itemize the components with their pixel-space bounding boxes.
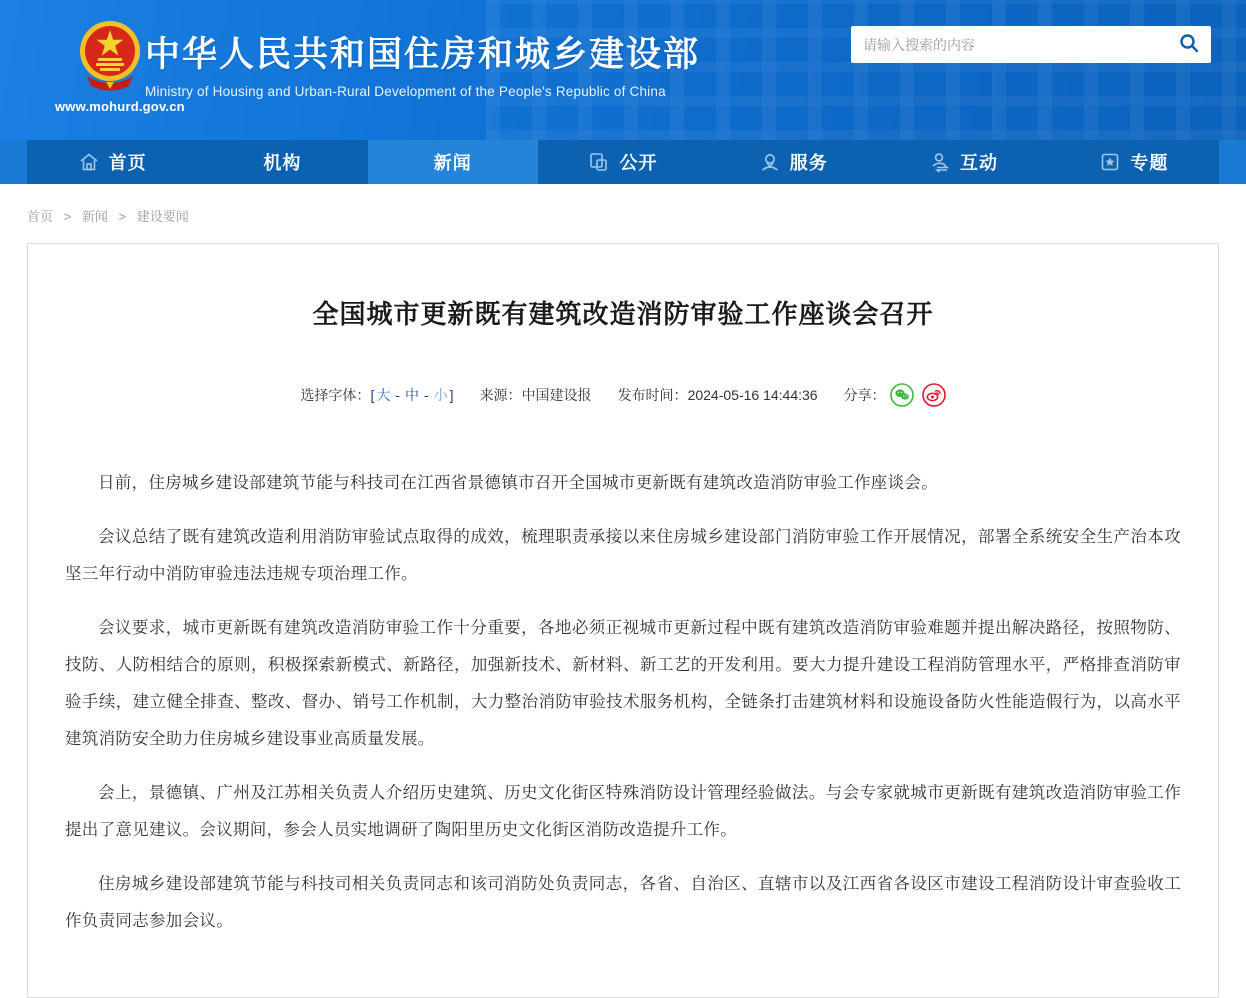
wechat-icon[interactable] bbox=[890, 383, 914, 407]
nav-item-services[interactable] bbox=[708, 140, 878, 184]
service-person-icon bbox=[759, 151, 781, 173]
breadcrumb-news-link[interactable]: 新闻 bbox=[81, 209, 108, 224]
site-header bbox=[0, 0, 1246, 140]
article-source bbox=[480, 385, 592, 405]
article-body bbox=[65, 465, 1181, 940]
paragraph: 会议要求，城市更新既有建筑改造消防审验工作十分重要，各地必须正视城市更新过程中既有建筑改造消防审验难题并提出解决路径，按照物防、技防、人防相结合的原则，积极探索新模式、新路径，加强新技术、新材料、新工艺的开发利用。要大力提升建设工程消防管理水平，严格排查消防审验手续，建立健全排查、整改、督办、销号工作机制，大力整治消防审验技术服务机构，全链条打击建筑材料和设施设备防火性能造假行为，以高水平建筑消防安全助力住房城乡建设事业高质量发展。 bbox=[65, 619, 1181, 748]
weibo-icon[interactable] bbox=[922, 383, 946, 407]
paragraph: 住房城乡建设部建筑节能与科技司相关负责同志和该司消防处负责同志，各省、自治区、直辖市以及江西省各设区市建设工程消防设计审查验收工作负责同志参加会议。 bbox=[65, 875, 1181, 930]
paragraph: 会上，景德镇、广州及江苏相关负责人介绍历史建筑、历史文化街区特殊消防设计管理经验做法。与会专家就城市更新既有建筑改造消防审验工作提出了意见建议。会议期间，参会人员实地调研了陶阳里历史文化街区消防改造提升工作。 bbox=[65, 784, 1181, 839]
nav-item-news[interactable] bbox=[368, 140, 538, 184]
nav-label-news: 新闻 bbox=[433, 153, 472, 173]
bracket-open: [ bbox=[370, 387, 375, 403]
dash: - bbox=[424, 387, 429, 403]
font-size-large-link[interactable]: 大 bbox=[376, 387, 391, 403]
search-box bbox=[851, 26, 1211, 63]
documents-icon bbox=[588, 151, 610, 173]
search-input[interactable] bbox=[863, 37, 1179, 53]
interaction-person-icon bbox=[929, 151, 951, 173]
site-subtitle-en: Ministry of Housing and Urban-Rural Development of the People's Republic of China bbox=[145, 83, 666, 99]
article-meta bbox=[65, 383, 1181, 407]
dash: - bbox=[395, 387, 400, 403]
nav-item-orgs[interactable] bbox=[197, 140, 367, 184]
breadcrumb-separator: > bbox=[118, 209, 127, 224]
nav-label-public: 公开 bbox=[619, 153, 658, 173]
breadcrumb-current[interactable]: 建设要闻 bbox=[136, 209, 189, 224]
article-title: 全国城市更新既有建筑改造消防审验工作座谈会召开 bbox=[312, 299, 934, 329]
breadcrumb-separator: > bbox=[63, 209, 72, 224]
search-icon bbox=[1179, 33, 1199, 56]
national-emblem-icon bbox=[79, 18, 141, 90]
source-label: 来源： bbox=[479, 387, 522, 403]
nav-label-orgs: 机构 bbox=[263, 153, 302, 173]
paragraph: 会议总结了既有建筑改造利用消防审验试点取得的成效，梳理职责承接以来住房城乡建设部门消防审验工作开展情况，部署全系统安全生产治本攻坚三年行动中消防审验违法违规专项治理工作。 bbox=[65, 528, 1181, 583]
nav-item-interaction[interactable] bbox=[878, 140, 1048, 184]
nav-label-home: 首页 bbox=[108, 153, 147, 173]
share-label: 分享： bbox=[843, 387, 886, 403]
font-select-label: 选择字体： bbox=[300, 387, 371, 403]
nav-label-services: 服务 bbox=[789, 153, 828, 173]
nav-label-topics: 专题 bbox=[1130, 153, 1169, 173]
font-size-selector bbox=[300, 385, 453, 405]
nav-label-interaction: 互动 bbox=[960, 153, 999, 173]
font-size-medium-link[interactable]: 中 bbox=[405, 387, 419, 403]
publish-time bbox=[618, 385, 818, 405]
share-group bbox=[844, 383, 946, 407]
bracket-close: ] bbox=[449, 387, 454, 403]
star-badge-icon bbox=[1099, 151, 1121, 173]
site-url: www.mohurd.gov.cn bbox=[55, 99, 185, 114]
main-navigation bbox=[0, 140, 1246, 184]
font-size-small-link[interactable]: 小 bbox=[433, 387, 448, 403]
home-icon bbox=[78, 151, 100, 173]
publish-label: 发布时间： bbox=[617, 387, 688, 403]
paragraph: 日前，住房城乡建设部建筑节能与科技司在江西省景德镇市召开全国城市更新既有建筑改造消防审验工作座谈会。 bbox=[98, 474, 938, 492]
publish-value: 2024-05-16 14:44:36 bbox=[687, 387, 818, 403]
site-title: 中华人民共和国住房和城乡建设部 bbox=[145, 35, 701, 74]
search-button[interactable] bbox=[1179, 33, 1199, 56]
nav-item-home[interactable] bbox=[27, 140, 197, 184]
breadcrumb bbox=[27, 184, 1219, 243]
nav-item-public[interactable] bbox=[538, 140, 708, 184]
nav-item-topics[interactable] bbox=[1049, 140, 1219, 184]
source-value: 中国建设报 bbox=[521, 387, 592, 403]
breadcrumb-home-link[interactable]: 首页 bbox=[27, 209, 54, 224]
article-card bbox=[27, 243, 1219, 998]
